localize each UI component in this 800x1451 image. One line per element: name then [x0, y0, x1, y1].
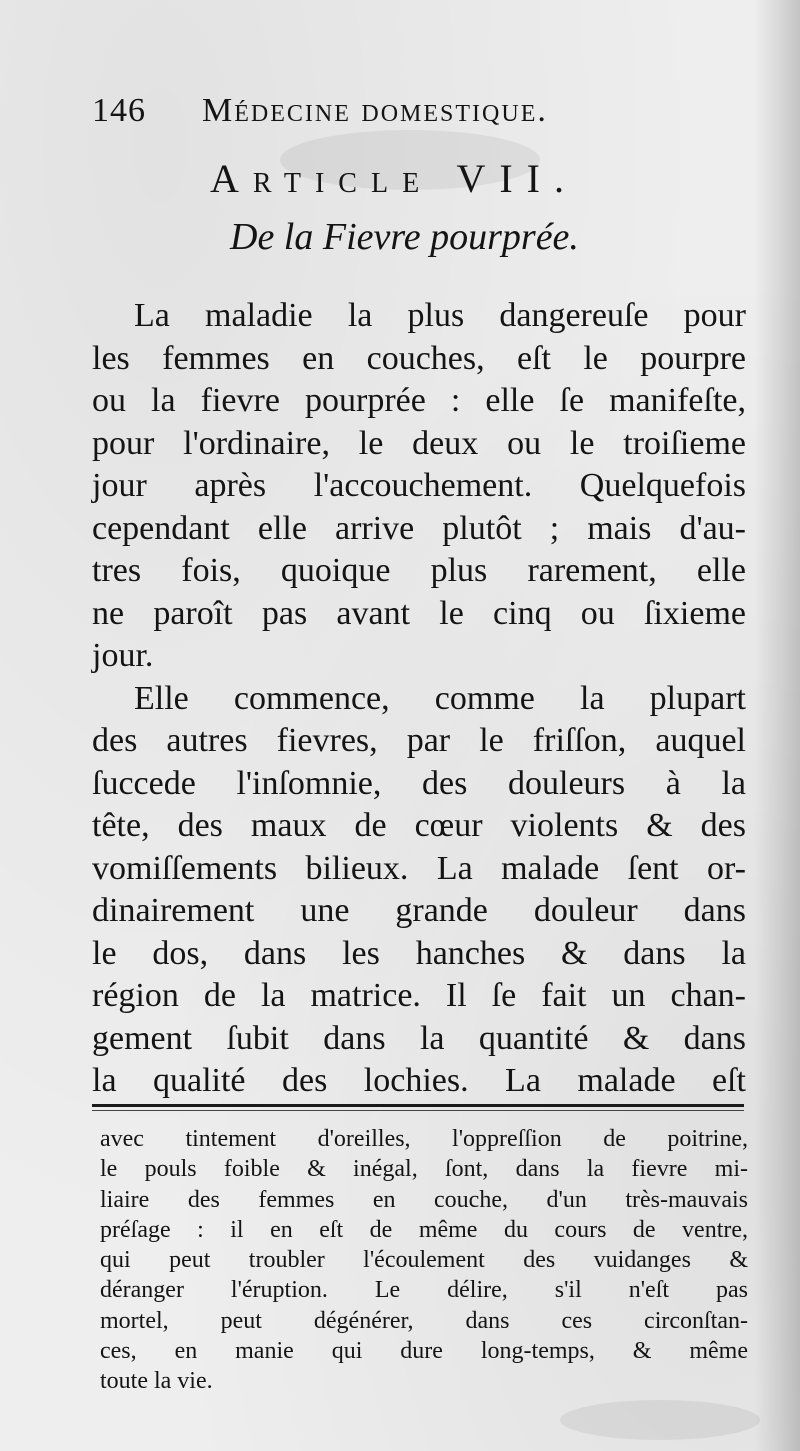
body-line: pour l'ordinaire, le deux ou le troiſieme: [92, 424, 746, 462]
body-line: La maladie la plus dangereuſe pour: [134, 297, 746, 334]
running-head: [92, 92, 752, 142]
footnote: [100, 1124, 748, 1397]
body-line: gement ſubit dans la quantité & dans: [92, 1019, 746, 1057]
body-line: ou la fievre pourprée : elle ſe manifeſte,: [92, 382, 746, 419]
footnote-line: préſage : il en eſt de même du cours de ventre,: [100, 1216, 748, 1243]
article-heading: Article VII.: [210, 156, 578, 201]
footnote-rule: [92, 1104, 744, 1107]
body-line: le dos, dans les hanches & dans la: [92, 934, 746, 972]
body-line: région de la matrice. Il ſe fait un chan-: [92, 977, 746, 1014]
body-line: des autres fievres, par le friſſon, auquel: [92, 722, 746, 759]
footnote-line: le pouls foible & inégal, ſont, dans la fievre mi-: [100, 1156, 748, 1183]
body-line: jour après l'accouchement. Quelquefois: [92, 467, 746, 504]
footnote-line: avec tintement d'oreilles, l'oppreſſion de poitrine,: [100, 1126, 748, 1152]
body-line: Elle commence, comme la plupart: [134, 679, 746, 717]
body-line: la qualité des lochies. La malade eſt: [92, 1062, 746, 1099]
body-text: [92, 295, 746, 1103]
footnote-line: liaire des femmes en couche, d'un très-mauvais: [100, 1186, 748, 1213]
body-line: jour.: [92, 637, 154, 674]
footnote-line: mortel, peut dégénérer, dans ces circonſtan-: [100, 1307, 748, 1334]
body-line: dinairement une grande douleur dans: [92, 892, 746, 929]
page-gutter-shadow: [754, 0, 800, 1451]
running-title: Médecine domestique.: [202, 92, 548, 129]
section-title: De la Fievre pourprée.: [230, 216, 579, 258]
body-line: ſuccede l'inſomnie, des douleurs à la: [92, 764, 746, 802]
footnote-line: qui peut troubler l'écoulement des vuidanges &: [100, 1247, 748, 1274]
body-line: tête, des maux de cœur violents & des: [92, 807, 746, 844]
body-line: tres fois, quoique plus rarement, elle: [92, 552, 746, 589]
show-through-stain: [560, 1400, 760, 1440]
footnote-rule-thin: [92, 1110, 744, 1111]
body-line: les femmes en couches, eſt le pourpre: [92, 339, 746, 377]
body-line: ne paroît pas avant le cinq ou ſixieme: [92, 594, 746, 632]
body-line: vomiſſements bilieux. La malade ſent or-: [92, 849, 746, 887]
footnote-line: ces, en manie qui dure long-temps, & même: [100, 1338, 748, 1365]
body-line: cependant elle arrive plutôt ; mais d'au-: [92, 509, 746, 547]
footnote-line: toute la vie.: [100, 1368, 213, 1395]
footnote-line: déranger l'éruption. Le délire, s'il n'eſt pas: [100, 1277, 748, 1304]
page-number: 146: [92, 92, 146, 129]
